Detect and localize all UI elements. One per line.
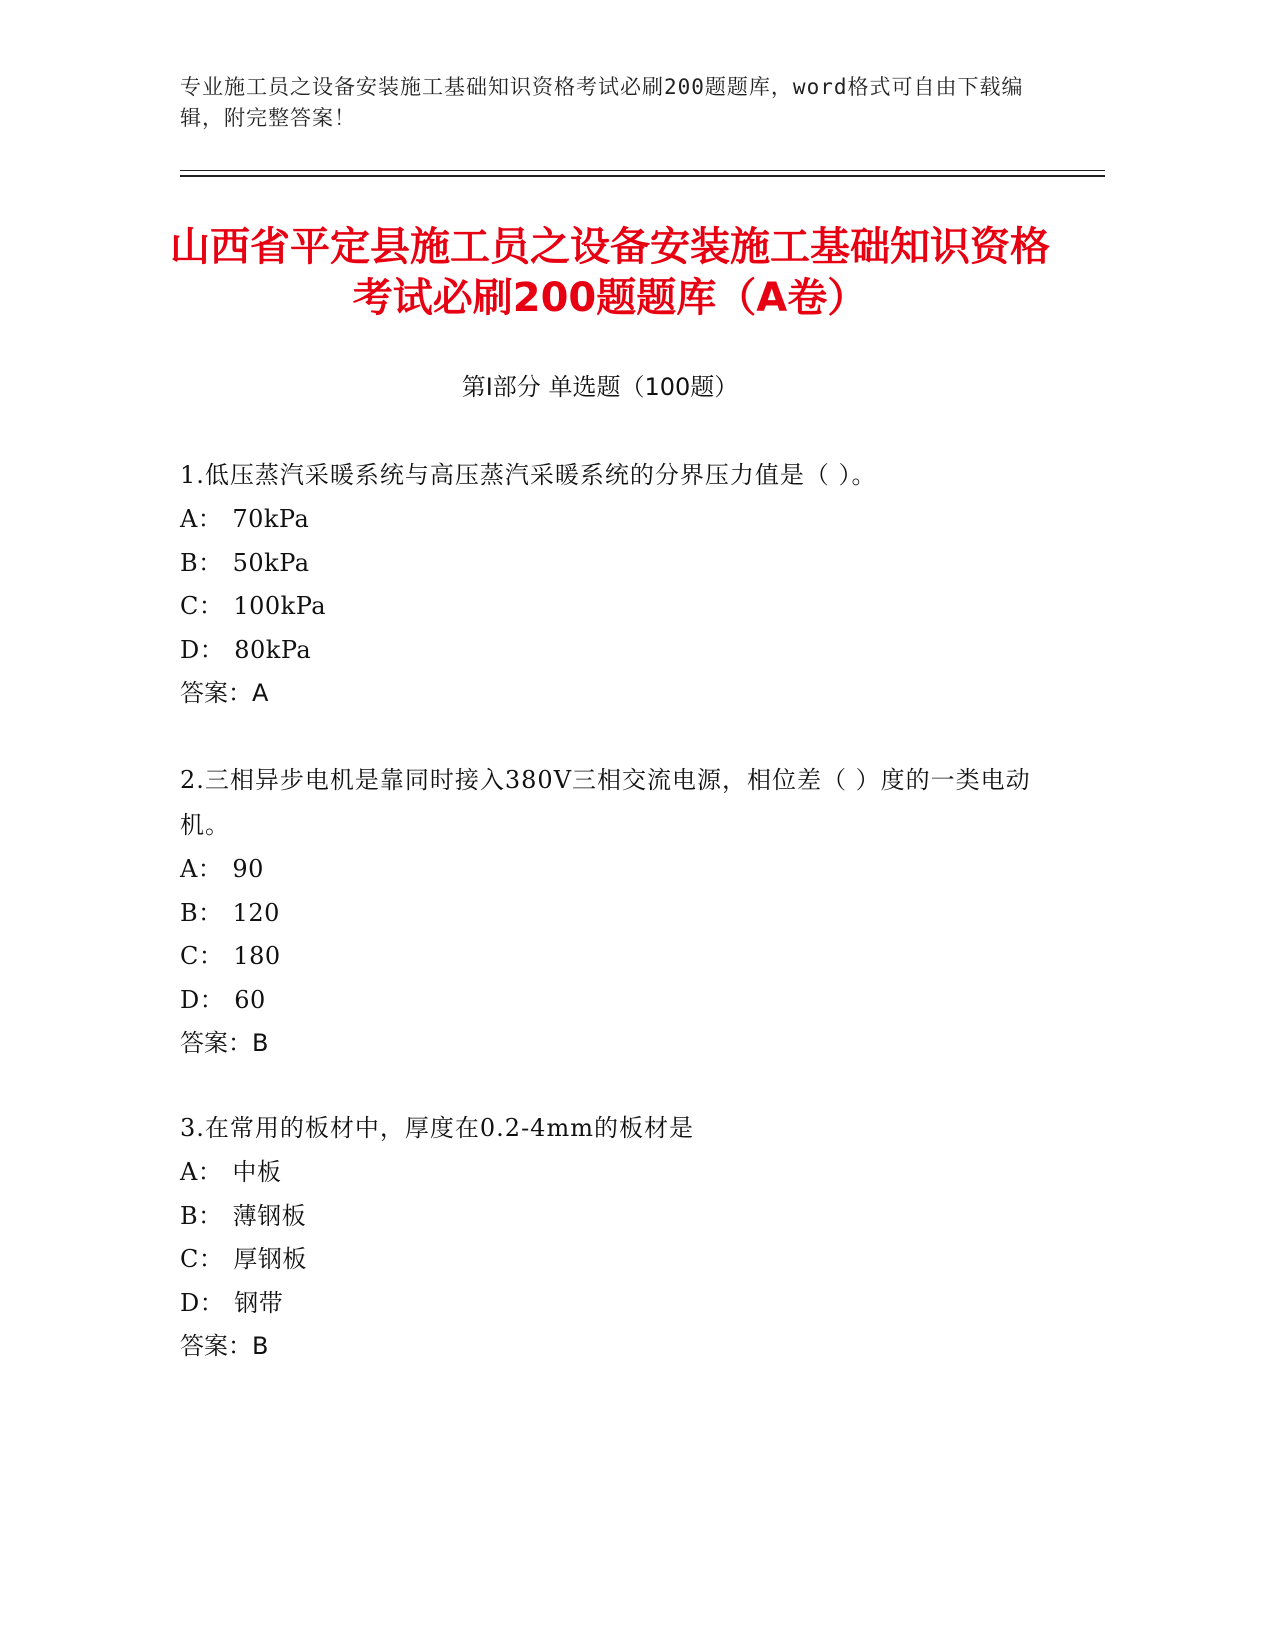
answer-label: 答案： bbox=[180, 1332, 252, 1360]
header-divider-thin bbox=[180, 170, 1105, 171]
question-text: 1.低压蒸汽采暖系统与高压蒸汽采暖系统的分界压力值是（ ）。 bbox=[180, 461, 877, 489]
option-c bbox=[180, 1238, 1060, 1282]
option-b bbox=[180, 542, 1060, 586]
option-label: B： bbox=[180, 1201, 223, 1230]
option-label: D： bbox=[180, 635, 225, 664]
option-value: 90 bbox=[232, 855, 264, 883]
header-divider-thick bbox=[180, 175, 1105, 177]
option-d bbox=[180, 979, 1060, 1023]
option-d bbox=[180, 629, 1060, 673]
question-1 bbox=[180, 453, 1060, 716]
option-c bbox=[180, 935, 1060, 979]
question-text: 3.在常用的板材中，厚度在0.2-4mm的板材是 bbox=[180, 1114, 694, 1142]
option-label: C： bbox=[180, 592, 224, 620]
option-value: 120 bbox=[232, 898, 280, 927]
option-label: A： bbox=[180, 505, 223, 533]
option-value: 钢带 bbox=[234, 1288, 284, 1317]
option-label: B： bbox=[180, 548, 223, 577]
option-label: A： bbox=[180, 855, 223, 883]
option-label: A： bbox=[180, 1158, 223, 1186]
option-a bbox=[180, 848, 1060, 892]
header-note: 专业施工员之设备安装施工基础知识资格考试必刷200题题库，word格式可自由下载编辑，附完整答案！ bbox=[180, 75, 1024, 130]
option-a bbox=[180, 498, 1060, 542]
question-2 bbox=[180, 758, 1060, 1066]
answer bbox=[180, 672, 1060, 716]
section-title: 第Ⅰ部分 单选题（100题） bbox=[461, 373, 739, 401]
answer-label: 答案： bbox=[180, 679, 252, 707]
answer-value: A bbox=[252, 679, 269, 707]
option-value: 薄钢板 bbox=[232, 1201, 307, 1230]
option-value: 中板 bbox=[232, 1158, 282, 1186]
option-label: B： bbox=[180, 898, 223, 927]
option-label: C： bbox=[180, 942, 224, 970]
answer-value: B bbox=[252, 1029, 269, 1057]
option-label: C： bbox=[180, 1245, 224, 1273]
option-value: 180 bbox=[233, 942, 281, 970]
answer bbox=[180, 1325, 1060, 1369]
option-b bbox=[180, 1195, 1060, 1239]
option-c bbox=[180, 585, 1060, 629]
option-value: 50kPa bbox=[232, 548, 310, 577]
option-label: D： bbox=[180, 1288, 225, 1317]
option-value: 厚钢板 bbox=[233, 1245, 307, 1273]
document-title: 山西省平定县施工员之设备安装施工基础知识资格考试必刷200题题库（A卷） bbox=[170, 224, 1050, 321]
option-b bbox=[180, 892, 1060, 936]
option-a bbox=[180, 1151, 1060, 1195]
option-value: 70kPa bbox=[232, 505, 310, 533]
option-d bbox=[180, 1282, 1060, 1326]
option-label: D： bbox=[180, 985, 225, 1014]
answer-label: 答案： bbox=[180, 1029, 252, 1057]
question-text: 2.三相异步电机是靠同时接入380V三相交流电源，相位差（ ）度的一类电动机。 bbox=[180, 766, 1031, 839]
question-3 bbox=[180, 1106, 1060, 1369]
answer-value: B bbox=[252, 1332, 269, 1360]
answer bbox=[180, 1022, 1060, 1066]
option-value: 60 bbox=[234, 985, 266, 1014]
option-value: 80kPa bbox=[234, 635, 312, 664]
option-value: 100kPa bbox=[233, 592, 327, 620]
